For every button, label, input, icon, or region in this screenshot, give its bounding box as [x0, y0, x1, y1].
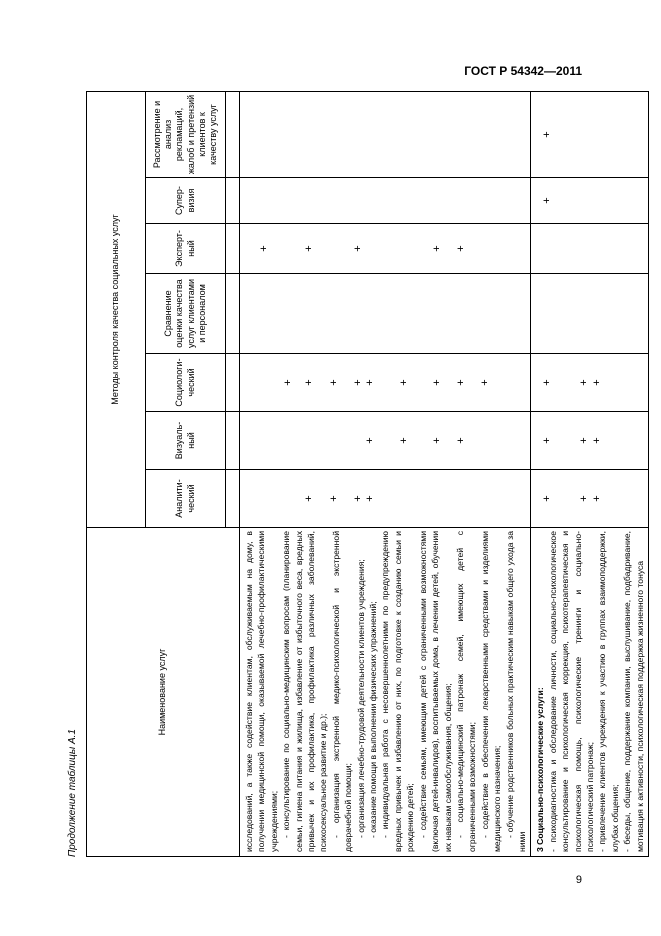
plus-mark: +: [364, 379, 376, 386]
s3-cell-comparison: [531, 274, 649, 354]
page-number: 9: [575, 874, 582, 886]
plus-mark: +: [352, 245, 364, 252]
plus-mark: +: [455, 245, 467, 252]
plus-mark: +: [591, 437, 604, 444]
method-header-comparison: Сравнение оценки качества услуг клиентами и персоналом: [146, 274, 226, 354]
section2-service-text: исследований, а также содействие клиентам, обслуживаемым на дому, в получении медицинской помощи, оказываемой лечебно-профилактическими учреждениями; - консультирование по социально-медицинским вопросам (планирование семьи, гигиена питания и жилища, избавление от избыточного веса, вредных привычек и их профилактика, профилактика различных заболеваний, психосексуальное развитие и др.); - организация экстренной медико-психологической и экстренной доврачебной помощи; - организация лечебно-трудовой деятельности клиентов учреждения; - оказание помощи в выполнении физических упражнений; - индивидуальная работа с несовершеннолетними по предупреждению вредных привычек и избавлению от них, по подготовке к созданию семьи и рождению детей; - содействие семьям, имеющим детей с ограниченными возможностями (включая детей-инвалидов), воспитываемых дома, в лечении детей, обучении их навыкам самообслуживания, общения; - социально-медицинский патронаж семей, имеющих детей с ограниченными возможностями; - содействие в обеспечении лекарственными средствами и изделиями медицинского назначения; - обучение родственников больных практическим навыкам общего ухода за ними: [240, 528, 531, 857]
plus-mark: +: [282, 379, 294, 386]
s3-cell-visual: [531, 412, 649, 470]
s2-cell-expert: [240, 224, 531, 274]
service-name-header: Наименование услуг: [87, 528, 240, 857]
rotated-table-area: [62, 92, 645, 857]
s3-cell-expert: [531, 224, 649, 274]
table-caption: Продолжение таблицы А.1: [67, 729, 78, 857]
s2-cell-sociological: [240, 354, 531, 412]
method-header-supervision: Супер-визия: [146, 178, 226, 224]
s2-cell-comparison: [240, 274, 531, 354]
table-row-section3: [531, 91, 649, 856]
plus-mark: +: [352, 495, 364, 502]
method-header-sociological: Социологи-ческий: [146, 354, 226, 412]
plus-mark: +: [431, 245, 443, 252]
plus-mark: +: [258, 245, 270, 252]
s3-cell-analytic: [531, 470, 649, 528]
plus-mark: +: [578, 379, 591, 386]
plus-mark: +: [479, 379, 491, 386]
s3-cell-complaints: [531, 91, 649, 177]
plus-mark: +: [541, 197, 554, 204]
plus-mark: +: [455, 437, 467, 444]
plus-mark: +: [455, 379, 467, 386]
s2-cell-supervision: [240, 178, 531, 224]
plus-mark: +: [303, 379, 315, 386]
plus-mark: +: [328, 495, 340, 502]
s2-cell-analytic: [240, 470, 531, 528]
standard-header: ГОСТ Р 54342—2011: [464, 64, 582, 78]
plus-mark: +: [578, 437, 591, 444]
s2-cell-visual: [240, 412, 531, 470]
method-header-visual: Визуаль-ный: [146, 412, 226, 470]
plus-mark: +: [578, 495, 591, 502]
plus-mark: +: [541, 495, 554, 502]
method-header-complaints: Рассмотрение и анализ рекламаций, жалоб и претензий клиентов к качеству услуг: [146, 91, 226, 177]
plus-mark: +: [364, 437, 376, 444]
s3-cell-sociological: [531, 354, 649, 412]
method-header-expert: Эксперт-ный: [146, 224, 226, 274]
section3-title: 3 Социально-психологические услуги:: [535, 687, 546, 852]
plus-mark: +: [541, 131, 554, 138]
plus-mark: +: [541, 379, 554, 386]
plus-mark: +: [431, 437, 443, 444]
plus-mark: +: [591, 379, 604, 386]
plus-mark: +: [303, 245, 315, 252]
method-header-analytic: Аналити-ческий: [146, 470, 226, 528]
quality-control-methods-table: [86, 91, 649, 857]
section3-service-text: 3 Социально-психологические услуги: - психодиагностика и обследование личности, социально-психологическое консультирование и психологическая коррекция, психотерапевтическая и психологическая помощь, психологические тренинги и социально-психологический патронаж; - привлечение клиентов учреждения к участию в группах взаимоподдержки, клубах общения; - беседы, общение, поддержание компании, выслушивание, подбадривание, мотивация к активности, психологическая поддержка жизненного тонуса: [531, 528, 649, 857]
plus-mark: +: [303, 495, 315, 502]
methods-group-header: Методы контроля качества социальных услуг: [87, 91, 146, 527]
table-page: [62, 92, 645, 857]
plus-mark: +: [398, 437, 410, 444]
plus-mark: +: [328, 379, 340, 386]
table-row-section2: [240, 91, 531, 856]
plus-mark: +: [352, 379, 364, 386]
plus-mark: +: [364, 495, 376, 502]
plus-mark: +: [398, 379, 410, 386]
plus-mark: +: [591, 495, 604, 502]
plus-mark: +: [541, 437, 554, 444]
plus-mark: +: [431, 379, 443, 386]
s2-cell-complaints: [240, 91, 531, 177]
s3-cell-supervision: [531, 178, 649, 224]
